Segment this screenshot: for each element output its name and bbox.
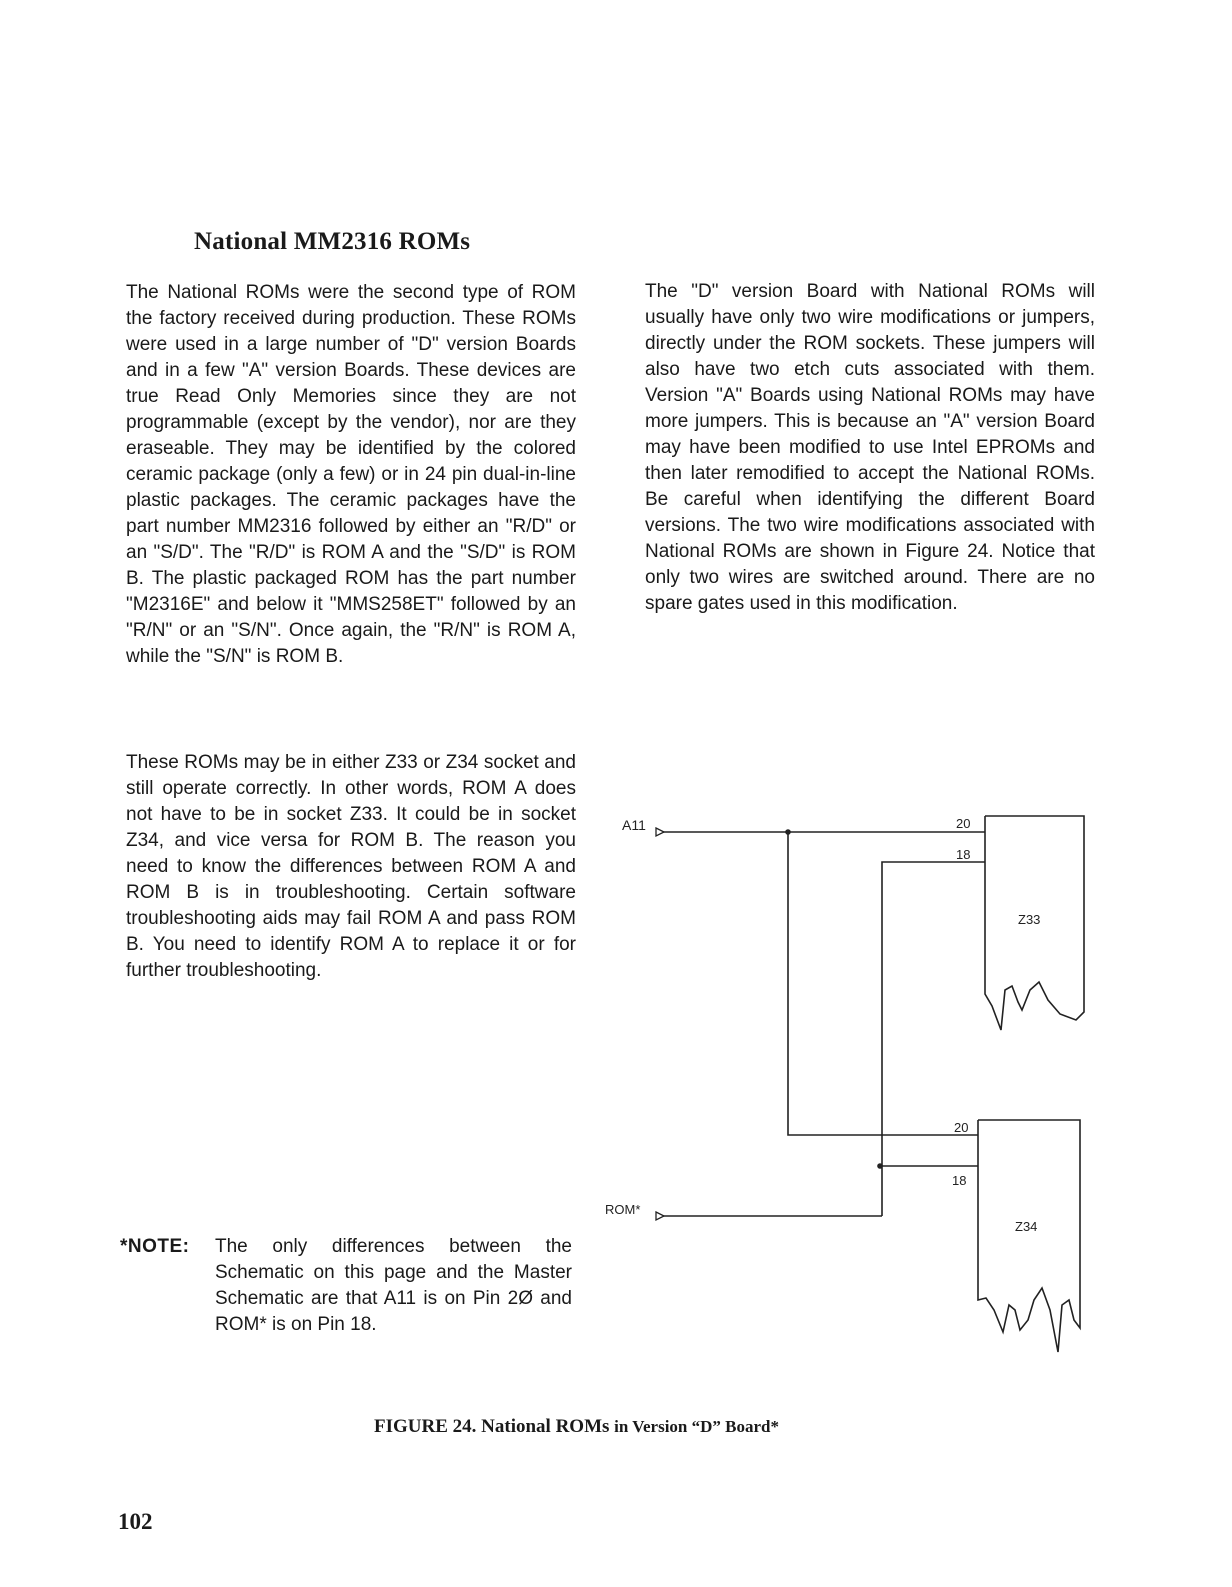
wiring-schematic bbox=[590, 800, 1110, 1370]
left-paragraph-2: These ROMs may be in either Z33 or Z34 socket and still operate correctly. In other words, ROM A does not have to be in socket Z33. It could be in socket Z34, and vice versa for ROM B. The reason you need to know the differences between ROM A and ROM B is in troubleshooting. Certain software troubleshooting aids may fail ROM A and pass ROM B. You need to identify ROM A to replace it or for further troubleshooting. bbox=[126, 752, 576, 981]
caption-rest: in Version “D” Board* bbox=[614, 1417, 779, 1436]
page-number: 102 bbox=[118, 1509, 153, 1534]
a11-input-arrow bbox=[656, 828, 664, 836]
z34-pin18-label: 18 bbox=[952, 1173, 967, 1188]
a11-branch-wire bbox=[788, 832, 978, 1135]
caption-main: FIGURE 24. National ROMs bbox=[374, 1416, 610, 1437]
z33-pin20-label: 20 bbox=[956, 816, 971, 831]
a11-junction-dot bbox=[785, 829, 791, 835]
z34-label: Z34 bbox=[1015, 1219, 1038, 1234]
a11-label: A11 bbox=[622, 817, 646, 833]
z34-chip bbox=[978, 1120, 1080, 1352]
left-paragraph-1: The National ROMs were the second type of ROM the factory received during production. These ROMs were used in a large number of "D" version Boards and in a few "A" version Boards. These devices are true Read Only Memories since they are not programmable (except by the vendor), nor are they eraseable. They may be identified by the colored ceramic package (only a few) or in 24 pin dual-in-line plastic packages. The ceramic packages have the part number MM2316 followed by either an "R/D" or an "S/D". The "R/D" is ROM A and the "S/D" is ROM B. The plastic packaged ROM has the part number "M2316E" and below it "MMS258ET" followed by an "R/N" or an "S/N". Once again, the "R/N" is ROM A, while the "S/N" is ROM B. bbox=[126, 282, 576, 667]
z33-pin18-label: 18 bbox=[956, 847, 971, 862]
note-label: *NOTE: bbox=[120, 1236, 190, 1257]
section-heading: National MM2316 ROMs bbox=[194, 228, 471, 255]
z33-label: Z33 bbox=[1018, 912, 1041, 927]
rom-junction-dot bbox=[877, 1163, 883, 1169]
note-text: The only differences between the Schematic on this page and the Master Schematic are that A11 is on Pin 2Ø and ROM* is on Pin 18. bbox=[215, 1236, 572, 1335]
rom-input-arrow bbox=[656, 1212, 664, 1220]
rom-label: ROM* bbox=[605, 1202, 641, 1217]
figure-caption bbox=[374, 1416, 779, 1438]
right-paragraph-1: The "D" version Board with National ROMs will usually have only two wire modifications or jumpers, directly under the ROM sockets. These jumpers will also have two etch cuts associated with them. Version "A" Boards using National ROMs may have more jumpers. This is because an "A" version Board may have been modified to use Intel EPROMs and then later remodified to accept the National ROMs. Be careful when identifying the different Board versions. The two wire modifications associated with National ROMs are shown in Figure 24. Notice that only two wires are switched around. There are no spare gates used in this modification. bbox=[645, 281, 1095, 614]
z34-pin20-label: 20 bbox=[954, 1120, 969, 1135]
z33-pin18-wire bbox=[882, 862, 985, 1216]
